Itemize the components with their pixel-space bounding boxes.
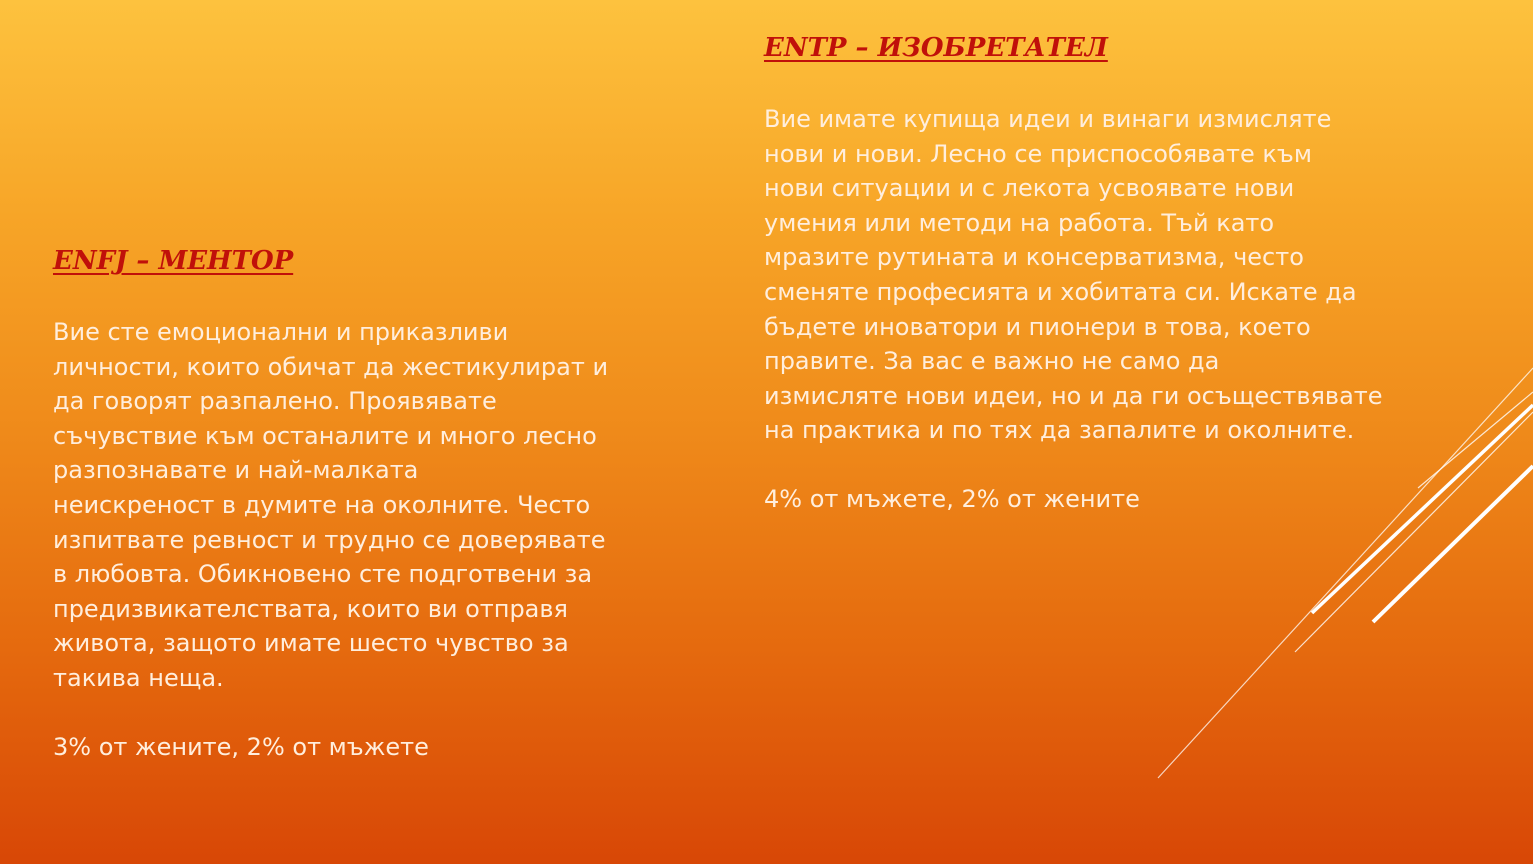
- entp-heading: ENTP – ИЗОБРЕТАТЕЛ: [764, 33, 1108, 63]
- entp-section: [764, 30, 1474, 517]
- enfj-stats: 3% от жените, 2% от мъжете: [53, 732, 429, 761]
- enfj-heading: ENFJ – МЕНТОР: [53, 246, 294, 276]
- enfj-section: [53, 243, 693, 764]
- entp-description: Вие имате купища идеи и винаги измисляте нови и нови. Лесно се приспособявате към нови ситуации и с лекота усвоявате нови умения или методи на работа. Тъй като мразите рутината и консерватизма, често сменяте професията и хобитата си. Искате да бъдете иноватори и пионери в това, което правите. За вас е важно не само да измисляте нови идеи, но и да ги осъществявате на практика и по тях да запалите и околните.: [764, 105, 1383, 445]
- enfj-description: Вие сте емоционални и приказливи личности, които обичат да жестикулират и да говорят разпалено. Проявявате съчувствие към останалите и много лесно разпознавате и най-малката неискреност в думите на околните. Често изпитвате ревност и трудно се доверявате в любовта. Обикновено сте подготвени за предизвикателствата, които ви отправя живота, защото имате шесто чувство за такива неща.: [53, 318, 609, 692]
- entp-stats: 4% от мъжете, 2% от жените: [764, 484, 1140, 513]
